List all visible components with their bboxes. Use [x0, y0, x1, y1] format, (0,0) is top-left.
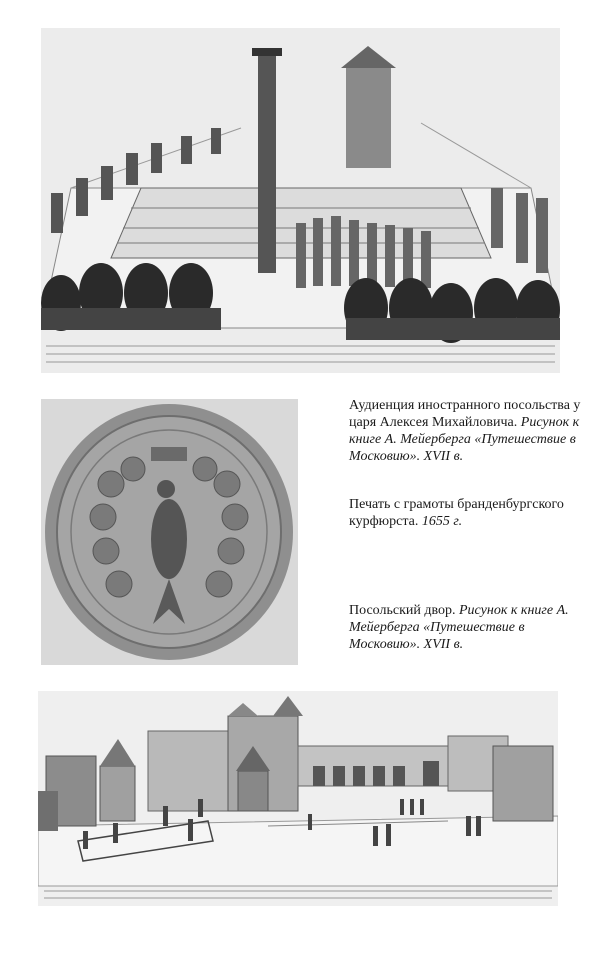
caption-seal: [349, 496, 581, 530]
caption-seal-date: 1655 г.: [421, 514, 463, 529]
caption-audience-title: Аудиенция иностранного посольства у царя Алексея Михайловича.: [349, 398, 581, 430]
caption-seal-title: Печать с грамоты бранденбургского курфюрста.: [349, 497, 564, 529]
embassy-court-engraving-drawing: [38, 691, 558, 906]
caption-court-source: Рисунок к книге А. Мейерберга «Путешествие в Московию». XVII в.: [349, 603, 569, 652]
caption-court: [349, 602, 581, 653]
audience-engraving: [41, 28, 560, 373]
caption-audience-source: Рисунок к книге А. Мейерберга «Путешествие в Московию». XVII в.: [349, 415, 580, 464]
seal-photo: [41, 399, 298, 665]
seal-photo-drawing: [41, 399, 298, 665]
audience-engraving-drawing: [41, 28, 560, 373]
embassy-court-engraving: [38, 691, 558, 906]
caption-audience: [349, 397, 581, 465]
caption-court-title: Посольский двор.: [349, 603, 456, 618]
